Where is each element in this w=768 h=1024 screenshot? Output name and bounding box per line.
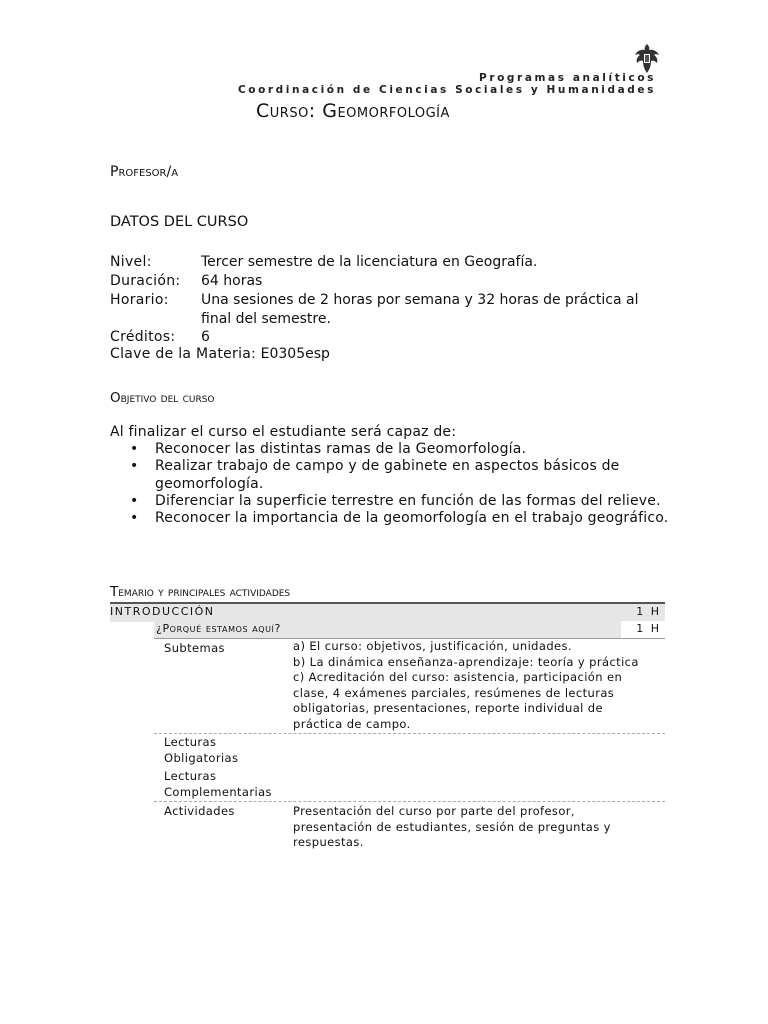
objetivos-list	[110, 441, 670, 527]
profesor-label: Profesor/a	[110, 164, 179, 180]
actividades-label: Actividades	[164, 804, 235, 818]
horario-value-line1: Una sesiones de 2 horas por semana y 32 horas de práctica al	[201, 292, 639, 308]
eagle-crest-icon	[632, 42, 662, 76]
list-item: • Diferenciar la superficie terrestre en función de las formas del relieve.	[130, 492, 661, 509]
subtema-line: b) La dinámica enseñanza-aprendizaje: teoría y práctica	[293, 654, 639, 669]
actividades-text: Presentación del curso por parte del profesor, presentación de estudiantes, sesión de preguntas y respuestas.	[293, 804, 611, 850]
list-item: • Reconocer la importancia de la geomorfología en el trabajo geográfico.	[130, 510, 669, 527]
topic-hours: 1 H	[636, 622, 661, 635]
header-programas: Programas analíticos	[479, 72, 656, 84]
subtemas-label: Subtemas	[164, 641, 225, 655]
clave-row	[110, 346, 330, 362]
nivel-label: Nivel:	[110, 254, 152, 270]
bullet-icon: •	[130, 492, 139, 509]
bullet-icon: •	[130, 458, 139, 475]
subtemas-list	[293, 639, 665, 733]
duracion-value: 64 horas	[201, 273, 263, 289]
bullet-icon: •	[130, 441, 139, 457]
objetivo-intro: Al finalizar el curso el estudiante será capaz de:	[110, 424, 457, 440]
list-item: • Realizar trabajo de campo y de gabinete en aspectos básicos de geomorfología.	[130, 458, 620, 492]
course-title: Curso: Geomorfología	[256, 100, 450, 122]
nivel-value: Tercer semestre de la licenciatura en Geografía.	[201, 254, 538, 270]
lecturas-obligatorias-label: Lecturas Obligatorias	[164, 735, 239, 765]
clave-label: Clave de la Materia:	[110, 346, 257, 362]
horario-value-line2: final del semestre.	[201, 311, 331, 327]
row-divider	[154, 733, 665, 734]
topic-header-bar	[154, 621, 665, 639]
horario-label: Horario:	[110, 292, 169, 308]
row-divider	[154, 801, 665, 802]
bullet-icon: •	[130, 510, 139, 527]
subtema-line: c) Acreditación del curso: asistencia, participación en	[293, 670, 623, 685]
duracion-label: Duración:	[110, 273, 181, 289]
objetivo-heading: Objetivo del curso	[110, 390, 215, 406]
subtema-line: a) El curso: objetivos, justificación, unidades.	[293, 639, 572, 653]
header-coordinacion: Coordinación de Ciencias Sociales y Humanidades	[237, 84, 656, 96]
lecturas-complementarias-label: Lecturas Complementarias	[164, 769, 272, 799]
clave-value: E0305esp	[260, 346, 330, 362]
temario-heading: Temario y principales actividades	[110, 584, 291, 600]
creditos-value: 6	[201, 329, 210, 345]
subtema-line: clase, 4 exámenes parciales, resúmenes de lecturas	[293, 685, 615, 700]
subtema-line: práctica de campo.	[293, 716, 411, 731]
list-item: • Reconocer las distintas ramas de la Geomorfología.	[130, 441, 527, 457]
unit-header-bar	[110, 602, 665, 622]
datos-heading: DATOS DEL CURSO	[110, 214, 249, 230]
subtema-line: obligatorias, presentaciones, reporte individual de	[293, 701, 603, 716]
unit-title: INTRODUCCIÓN	[110, 605, 215, 618]
topic-title: ¿Porqué estamos aquí?	[156, 622, 281, 635]
creditos-label: Créditos:	[110, 329, 176, 345]
unit-hours: 1 H	[636, 605, 661, 618]
